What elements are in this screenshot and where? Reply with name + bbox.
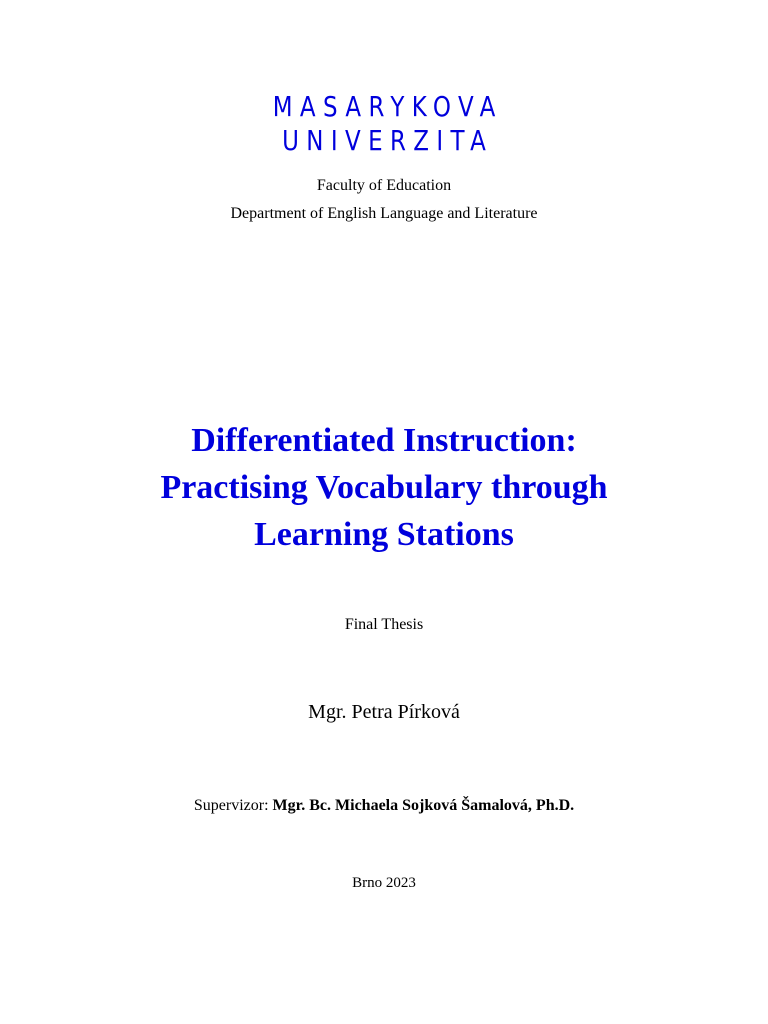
faculty-name: Faculty of Education: [316, 177, 452, 194]
thesis-title: [0, 417, 768, 558]
university-logo: [0, 90, 768, 158]
thesis-title-line-1: Differentiated Instruction:: [191, 422, 577, 459]
logo-line-1: MASARYKOVA: [272, 90, 503, 123]
supervisor: [0, 795, 768, 817]
author-name: Mgr. Petra Pírková: [308, 701, 460, 723]
thesis-title-line-3: Learning Stations: [254, 516, 514, 553]
thesis-title-line-2: Practising Vocabulary through: [160, 469, 608, 506]
supervisor-label: Supervizor:: [193, 797, 273, 814]
logo-line-2: UNIVERZITA: [282, 124, 494, 157]
place-year: Brno 2023: [352, 875, 416, 891]
department-name: Department of English Language and Literature: [230, 205, 538, 222]
supervisor-name: Mgr. Bc. Michaela Sojková Šamalová, Ph.D.: [272, 797, 575, 814]
thesis-type: Final Thesis: [344, 616, 424, 633]
